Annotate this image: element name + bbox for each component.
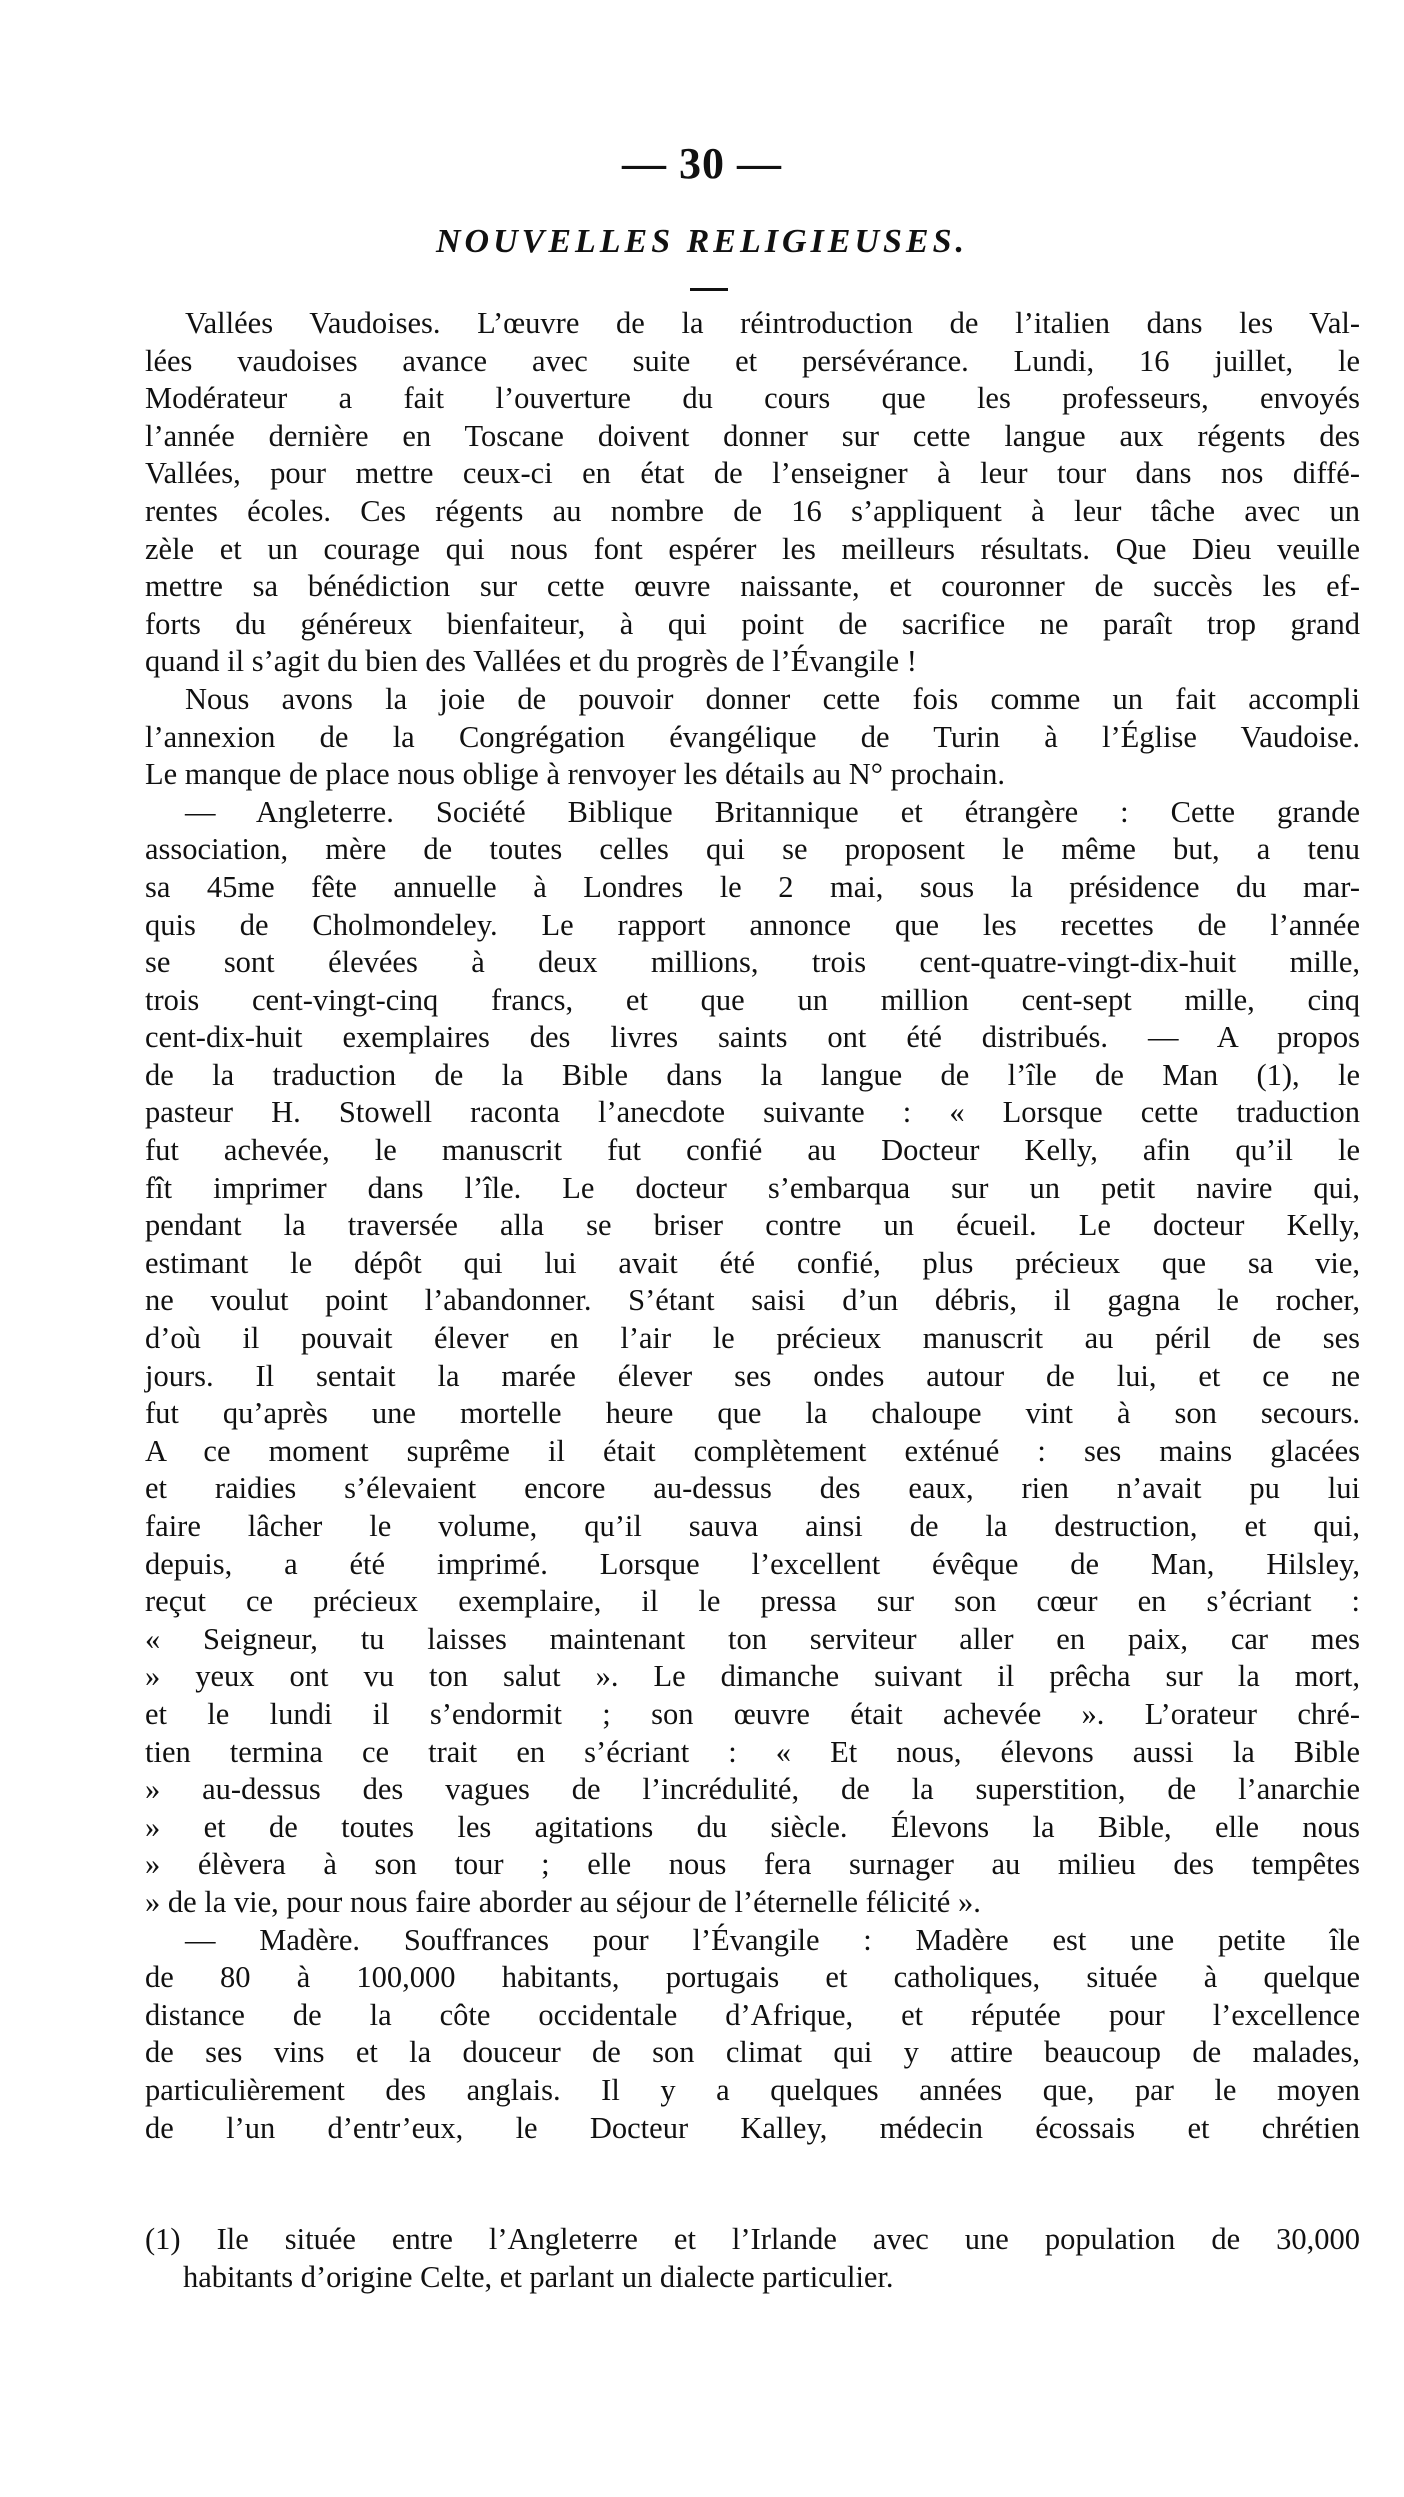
text-line: se sont élevées à deux millions, trois cent-quatre-vingt-dix-huit mille, — [145, 945, 1360, 980]
text-line: faire lâcher le volume, qu’il sauva ainsi de la destruction, et qui, — [145, 1509, 1360, 1543]
text-line: « Seigneur, tu laisses maintenant ton serviteur aller en paix, car mes — [145, 1621, 1360, 1656]
text-line: zèle et un courage qui nous font espérer les meilleurs résultats. Que Dieu veuille — [145, 531, 1360, 566]
text-line: l’année dernière en Toscane doivent donner sur cette langue aux régents des — [145, 418, 1360, 453]
text-line: A ce moment suprême il était complètement exténué : ses mains glacées — [145, 1433, 1360, 1468]
text-line: d’où il pouvait élever en l’air le précieux manuscrit au péril de ses — [145, 1321, 1360, 1356]
text-line: de l’un d’entr’eux, le Docteur Kalley, médecin écossais et chrétien — [145, 2110, 1360, 2145]
footnote-line: habitants d’origine Celte, et parlant un dialecte particulier. — [183, 2260, 894, 2294]
text-line: pasteur H. Stowell raconta l’anecdote suivante : « Lorsque cette traduction — [145, 1095, 1360, 1130]
text-line: Nous avons la joie de pouvoir donner cette fois comme un fait accompli — [185, 681, 1360, 716]
text-line: Vallées, pour mettre ceux-ci en état de l’enseigner à leur tour dans nos diffé- — [145, 456, 1360, 491]
footnote — [145, 2220, 1360, 2296]
text-line: » au-dessus des vagues de l’incrédulité, de la superstition, de l’anarchie — [145, 1772, 1360, 1807]
text-line: estimant le dépôt qui lui avait été confié, plus précieux que sa vie, — [145, 1245, 1360, 1280]
text-line: Le manque de place nous oblige à renvoyer les détails au N° prochain. — [145, 757, 1005, 792]
text-line: de la traduction de la Bible dans la langue de l’île de Man (1), le — [145, 1057, 1360, 1092]
article-body — [145, 305, 1360, 2147]
text-line: de 80 à 100,000 habitants, portugais et catholiques, située à quelque — [145, 1960, 1360, 1995]
footnote-line: (1) Ile située entre l’Angleterre et l’Irlande avec une population de 30,000 — [145, 2222, 1360, 2256]
paragraph-annexion — [145, 681, 1360, 794]
text-line: rentes écoles. Ces régents au nombre de 16 s’appliquent à leur tâche avec un — [145, 493, 1360, 528]
text-line: » de la vie, pour nous faire aborder au séjour de l’éternelle félicité ». — [145, 1884, 981, 1919]
text-line: association, mère de toutes celles qui se proposent le même but, a tenu — [145, 832, 1360, 867]
text-line: reçut ce précieux exemplaire, il le pressa sur son cœur en s’écriant : — [145, 1584, 1360, 1619]
text-line: forts du généreux bienfaiteur, à qui point de sacrifice ne paraît trop grand — [145, 606, 1360, 641]
text-line: depuis, a été imprimé. Lorsque l’excellent évêque de Man, Hilsley, — [145, 1546, 1360, 1581]
text-line: » élèvera à son tour ; elle nous fera surnager au milieu des tempêtes — [145, 1847, 1360, 1882]
text-line: fut achevée, le manuscrit fut confié au Docteur Kelly, afin qu’il le — [145, 1133, 1360, 1168]
text-line: Modérateur a fait l’ouverture du cours que les professeurs, envoyés — [145, 381, 1360, 416]
paragraph-vallees-vaudoises — [145, 305, 1360, 681]
text-line: et le lundi il s’endormit ; son œuvre était achevée ». L’orateur chré- — [145, 1696, 1360, 1731]
text-line: sa 45me fête annuelle à Londres le 2 mai, sous la présidence du mar- — [145, 869, 1360, 904]
section-title: NOUVELLES RELIGIEUSES. — [435, 223, 968, 260]
text-line: tien termina ce trait en s’écriant : « Et nous, élevons aussi la Bible — [145, 1734, 1360, 1769]
text-line: quand il s’agit du bien des Vallées et du progrès de l’Évangile ! — [145, 644, 917, 679]
text-line: ne voulut point l’abandonner. S’étant saisi d’un débris, il gagna le rocher, — [145, 1283, 1360, 1318]
text-line: lées vaudoises avance avec suite et persévérance. Lundi, 16 juillet, le — [145, 343, 1360, 378]
text-line: fît imprimer dans l’île. Le docteur s’embarqua sur un petit navire qui, — [145, 1170, 1360, 1205]
text-line: de ses vins et la douceur de son climat qui y attire beaucoup de malades, — [145, 2035, 1360, 2070]
text-line: — Madère. Souffrances pour l’Évangile : Madère est une petite île — [185, 1922, 1360, 1957]
text-line: quis de Cholmondeley. Le rapport annonce que les recettes de l’année — [145, 907, 1360, 942]
text-line: et raidies s’élevaient encore au-dessus des eaux, rien n’avait pu lui — [145, 1471, 1360, 1506]
text-line: trois cent-vingt-cinq francs, et que un million cent-sept mille, cinq — [145, 982, 1360, 1017]
text-line: — Angleterre. Société Biblique Britannique et étrangère : Cette grande — [185, 794, 1360, 829]
text-line: fut qu’après une mortelle heure que la chaloupe vint à son secours. — [145, 1396, 1360, 1431]
title-divider — [690, 288, 728, 291]
text-line: Vallées Vaudoises. L’œuvre de la réintroduction de l’italien dans les Val- — [185, 306, 1360, 340]
text-line: » yeux ont vu ton salut ». Le dimanche suivant il prêcha sur la mort, — [145, 1659, 1360, 1694]
text-line: pendant la traversée alla se briser contre un écueil. Le docteur Kelly, — [145, 1208, 1360, 1243]
text-line: cent-dix-huit exemplaires des livres saints ont été distribués. — A propos — [145, 1020, 1360, 1055]
text-line: distance de la côte occidentale d’Afrique, et réputée pour l’excellence — [145, 1997, 1360, 2032]
text-line: » et de toutes les agitations du siècle. Élevons la Bible, elle nous — [145, 1809, 1360, 1844]
paragraph-angleterre — [145, 794, 1360, 1922]
text-line: jours. Il sentait la marée élever ses ondes autour de lui, et ce ne — [145, 1358, 1360, 1393]
paragraph-madere — [145, 1922, 1360, 2148]
text-line: mettre sa bénédiction sur cette œuvre naissante, et couronner de succès les ef- — [145, 569, 1360, 604]
text-line: particulièrement des anglais. Il y a quelques années que, par le moyen — [145, 2072, 1360, 2107]
text-line: l’annexion de la Congrégation évangélique de Turin à l’Église Vaudoise. — [145, 719, 1360, 754]
page-number: — 30 — — [622, 139, 782, 188]
